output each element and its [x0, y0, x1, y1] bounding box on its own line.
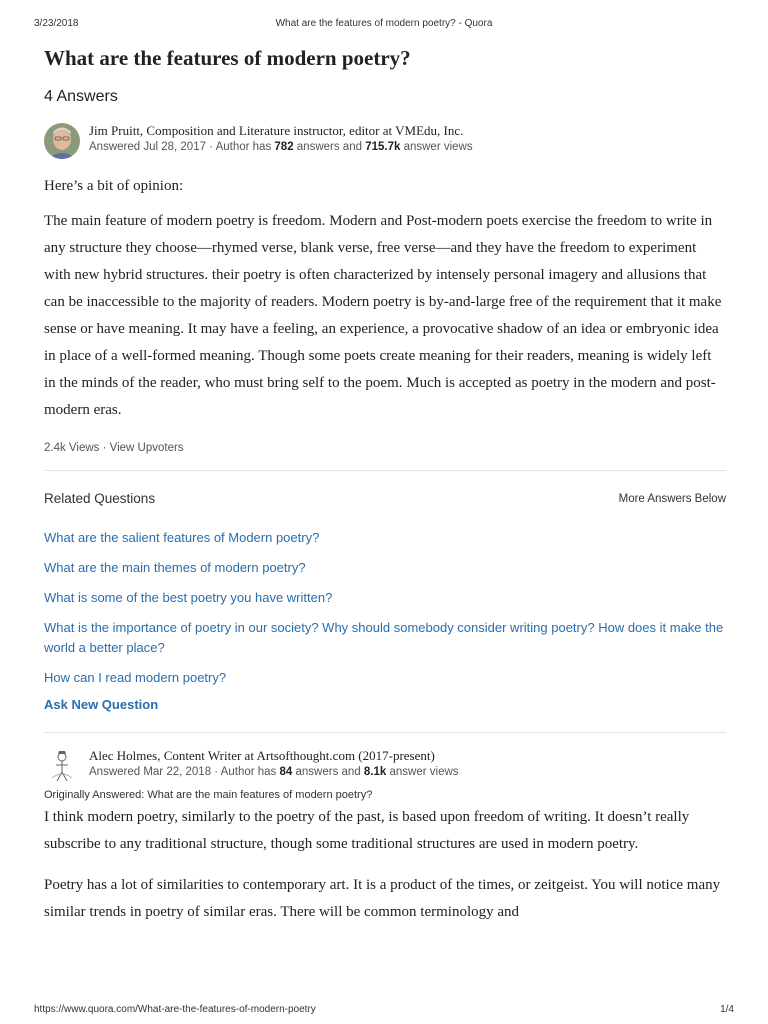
related-question-link[interactable]: What are the main themes of modern poetry?: [44, 560, 306, 575]
answer-1-paragraph: Here’s a bit of opinion:: [44, 178, 184, 194]
divider: [44, 470, 726, 471]
author-name[interactable]: Jim Pruitt, Composition and Literature instructor, editor at VMEdu, Inc.: [89, 123, 464, 138]
page-number: 1/4: [720, 1004, 734, 1015]
print-header: [34, 18, 734, 32]
print-page-title: What are the features of modern poetry? - Quora: [275, 18, 493, 29]
question-title: What are the features of modern poetry?: [44, 46, 411, 70]
avatar[interactable]: [44, 748, 80, 784]
related-question-link[interactable]: What is the importance of poetry in our society? Why should somebody consider writing poetry? How does it make the world a better place?: [44, 620, 724, 655]
answer-count: 4 Answers: [44, 88, 118, 105]
answer-1-author: [44, 122, 726, 159]
main-content: [44, 44, 726, 926]
related-question-link[interactable]: How can I read modern poetry?: [44, 670, 227, 685]
related-questions-heading: Related Questions: [44, 491, 156, 506]
print-date: 3/23/2018: [34, 18, 79, 29]
avatar[interactable]: [44, 123, 80, 159]
divider: [44, 732, 726, 733]
print-footer: [34, 1004, 734, 1018]
author-meta: Answered Jul 28, 2017 · Author has 782 answers and 715.7k answer views: [89, 141, 473, 153]
answer-1-paragraph: The main feature of modern poetry is freedom. Modern and Post-modern poets exercise the freedom to write in any structure they choose—rhymed verse, blank verse, free verse—and they have the freedom to experiment with new hybrid structures. their poetry is often characterized by intensely personal imagery and allusions that can be inaccessible to the majority of readers. Modern poetry is by-and-large free of the requirement that it make sense or have meaning. It may have a feeling, an experience, a provocative shadow of an idea or embryonic idea in place of a well-formed meaning. Though some poets create meaning for their readers, meaning is widely left in the minds of the reader, who must bring self to the poem. Much is accepted as poetry in the modern and post-modern eras.: [44, 213, 722, 418]
author-meta: Answered Mar 22, 2018 · Author has 84 answers and 8.1k answer views: [89, 766, 459, 778]
related-questions-header: [44, 491, 726, 506]
answer-2-paragraph: I think modern poetry, similarly to the poetry of the past, is based upon freedom of writing. It doesn’t really subscribe to any traditional structure, though some traditional structures are used in modern poetry.: [44, 809, 690, 852]
related-questions-list: [44, 528, 726, 688]
answer-2-author: [44, 747, 726, 784]
print-url: https://www.quora.com/What-are-the-features-of-modern-poetry: [34, 1004, 316, 1015]
related-question-link[interactable]: What are the salient features of Modern poetry?: [44, 530, 320, 545]
answer-1-stats[interactable]: 2.4k Views · View Upvoters: [44, 442, 184, 454]
more-answers-below[interactable]: More Answers Below: [618, 492, 726, 505]
related-question-link[interactable]: What is some of the best poetry you have written?: [44, 590, 333, 605]
ask-new-question-button[interactable]: Ask New Question: [44, 697, 159, 712]
answer-2-paragraph: Poetry has a lot of similarities to contemporary art. It is a product of the times, or zeitgeist. You will notice many similar trends in poetry of similar eras. There will be common terminology and: [44, 877, 721, 920]
author-name[interactable]: Alec Holmes, Content Writer at Artsofthought.com (2017-present): [89, 748, 435, 763]
originally-answered[interactable]: Originally Answered: What are the main features of modern poetry?: [44, 789, 373, 801]
